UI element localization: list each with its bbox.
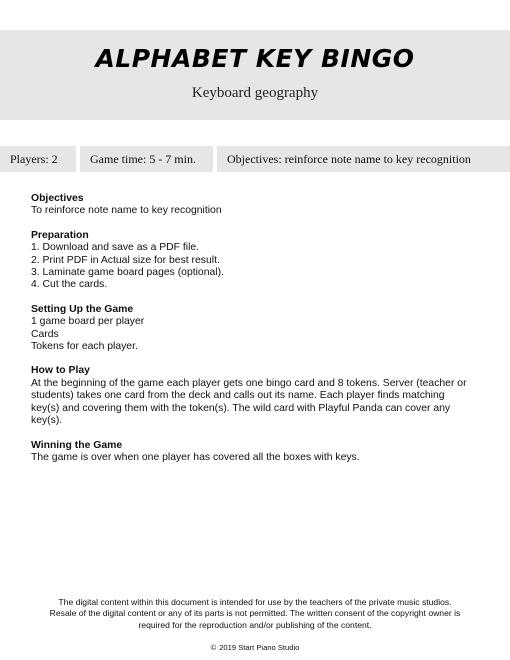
- section-title: Preparation: [31, 229, 89, 241]
- copyright-line: [0, 643, 510, 652]
- section-line: At the beginning of the game each player gets one bingo card and 8 tokens. Server (teacher or: [31, 377, 467, 389]
- section-line: Cards: [31, 328, 59, 340]
- section-line: The game is over when one player has covered all the boxes with keys.: [31, 451, 360, 463]
- objectives-section: [31, 193, 491, 218]
- instructions-content: [31, 193, 491, 476]
- notice-line: required for the reproduction and/or publishing of the content.: [138, 619, 372, 630]
- section-title: Winning the Game: [31, 439, 123, 451]
- how-to-play-section: [31, 365, 491, 427]
- players-info: Players: 2: [0, 146, 76, 172]
- copyright-icon: ©: [210, 643, 217, 652]
- section-title: Objectives: [31, 193, 84, 204]
- notice-line: Resale of the digital content or any of its parts is not permitted. The written consent of the copyright owner is: [49, 608, 461, 619]
- winning-section: [31, 440, 491, 465]
- section-line: 4. Cut the cards.: [31, 279, 108, 291]
- copyright-text: 2019 Start Piano Studio: [219, 643, 300, 652]
- preparation-section: [31, 230, 491, 292]
- page-subtitle: Keyboard geography: [191, 85, 319, 101]
- section-line: key(s) and covering them with the token(s). The wild card with Playful Panda can cover any: [31, 402, 451, 414]
- copyright-notice: [0, 597, 510, 631]
- section-line: Tokens for each player.: [31, 341, 138, 353]
- section-line: 1 game board per player: [31, 316, 145, 328]
- page-title: ALPHABET KEY BINGO: [95, 44, 415, 73]
- section-line: key(s).: [31, 415, 63, 427]
- section-line: students) takes one card from the deck and calls out its name. Each player finds matching: [31, 390, 445, 402]
- objectives-info: Objectives: reinforce note name to key recognition: [217, 146, 510, 172]
- section-title: How to Play: [31, 365, 90, 377]
- section-line: 2. Print PDF in Actual size for best result.: [31, 254, 220, 266]
- game-time-info: Game time: 5 - 7 min.: [80, 146, 213, 172]
- section-line: 1. Download and save as a PDF file.: [31, 242, 200, 254]
- setup-section: [31, 304, 491, 354]
- section-line: To reinforce note name to key recognition: [31, 205, 222, 217]
- section-line: 3. Laminate game board pages (optional).: [31, 267, 224, 279]
- section-title: Setting Up the Game: [31, 303, 134, 315]
- notice-line: The digital content within this document is intended for use by the teachers of the private music studios.: [58, 597, 452, 607]
